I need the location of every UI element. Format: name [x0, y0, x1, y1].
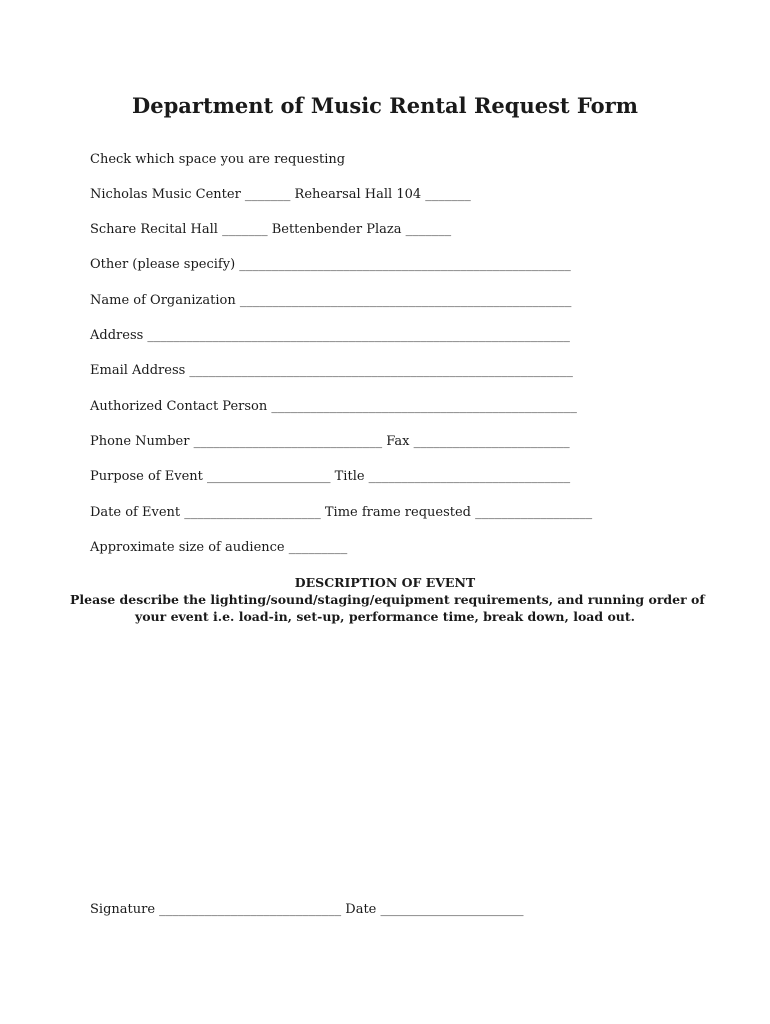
- description-heading: DESCRIPTION OF EVENT: [294, 575, 476, 590]
- signature-date-fields[interactable]: Signature ____________________________ Date ______________________: [90, 902, 524, 917]
- organization-name-field[interactable]: Name of Organization ___________________________________________________: [90, 293, 572, 308]
- contact-person-field[interactable]: Authorized Contact Person _______________________________________________: [90, 399, 577, 414]
- form-title: Department of Music Rental Request Form: [132, 93, 638, 118]
- description-instructions-line-2: your event i.e. load-in, set-up, performance time, break down, load out.: [134, 609, 636, 624]
- email-address-field[interactable]: Email Address ___________________________________________________________: [90, 363, 573, 378]
- address-field[interactable]: Address _________________________________________________________________: [90, 328, 570, 343]
- audience-size-field[interactable]: Approximate size of audience _________: [90, 540, 348, 555]
- space-option-row-1[interactable]: Nicholas Music Center _______ Rehearsal Hall 104 _______: [90, 187, 471, 202]
- description-instructions-line-1: Please describe the lighting/sound/staging/equipment requirements, and running order of: [70, 592, 705, 607]
- date-timeframe-fields[interactable]: Date of Event _____________________ Time frame requested __________________: [90, 505, 593, 520]
- event-description-section: [70, 574, 705, 625]
- space-option-row-2[interactable]: Schare Recital Hall _______ Bettenbender Plaza _______: [90, 222, 452, 237]
- space-request-prompt: Check which space you are requesting: [90, 152, 346, 167]
- other-space-field[interactable]: Other (please specify) ___________________________________________________: [90, 257, 571, 272]
- phone-fax-fields[interactable]: Phone Number _____________________________ Fax ________________________: [90, 434, 570, 449]
- purpose-title-fields[interactable]: Purpose of Event ___________________ Title _______________________________: [90, 469, 571, 484]
